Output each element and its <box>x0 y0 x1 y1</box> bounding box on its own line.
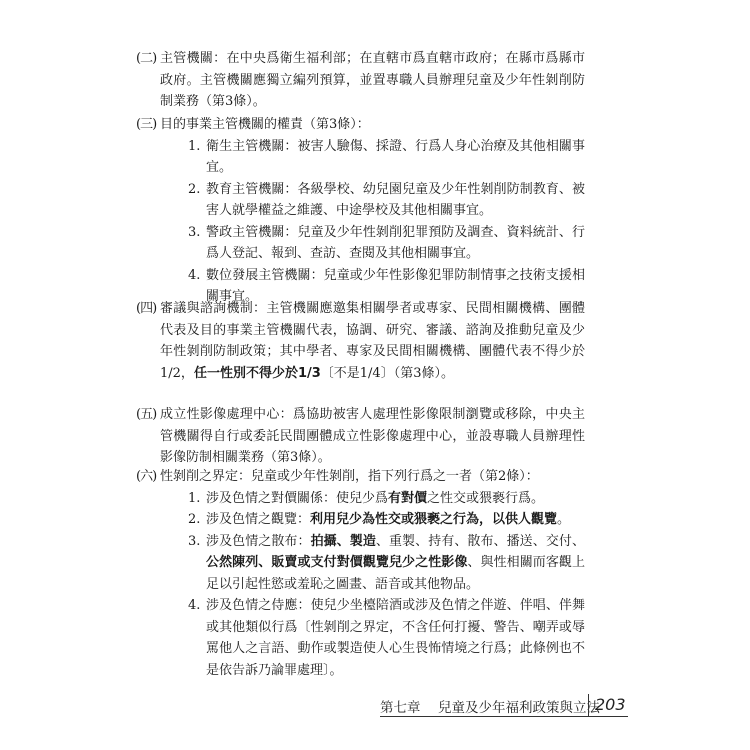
item-number: 3. <box>188 224 201 240</box>
section-text <box>160 298 585 384</box>
footer-chapter: 第七章 <box>380 700 421 716</box>
section-text-part: 〔不是1/4〕（第3條）。 <box>320 365 454 381</box>
list-item <box>160 136 585 179</box>
section-text: 主管機關：在中央爲衛生福利部；在直轄市爲直轄市政府；在縣市爲縣市政府。主管機關應獨立編列預算，並置專職人員辦理兒童及少年性剝削防制業務（第3條）。 <box>160 51 585 109</box>
item-text <box>206 509 585 531</box>
list-item <box>160 488 585 510</box>
item-number: 2. <box>188 512 201 527</box>
list-item <box>160 222 585 265</box>
item-text-part: 、與性相關而客觀上足以引起性慾或羞恥之圖畫、語音或其他物品。 <box>206 555 585 592</box>
section-text-part: 審議與諮詢機制：主管機關應邀集相關學者或專家、民間相關機構、團體代表及目的事業主管機關代表，協調、研究、審議、諮詢及推動兒童及少年性剝削防制政策；其中學者、專家及民間相關機構、團體代表不得少於1/2， <box>160 301 585 381</box>
item-number: 4. <box>188 598 201 613</box>
section-text: 成立性影像處理中心：爲協助被害人處理性影像限制瀏覽或移除，中央主管機關得自行或委託民間團體成立性影像處理中心，並設專職人員辦理性影像防制相關業務（第3條）。 <box>160 407 585 465</box>
section-2 <box>136 48 585 113</box>
item-number: 1. <box>188 490 201 506</box>
item-text-part: 涉及色情之觀覽： <box>206 512 311 527</box>
section-marker: (六) <box>136 469 157 484</box>
item-text: 衛生主管機關：被害人驗傷、採證、行爲人身心治療及其他相關事宜。 <box>206 138 585 175</box>
emphasis-text: 利用兒少為性交或猥褻之行為，以供人觀覽 <box>310 512 558 527</box>
item-text: 教育主管機關：各級學校、幼兒園兒童及少年性剝削防制教育、被害人就學權益之維護、中途學校及其他相關事宜。 <box>206 181 585 218</box>
list-item <box>160 595 585 681</box>
section-6 <box>136 466 585 681</box>
item-text <box>206 488 585 510</box>
item-text-part: 涉及色情之散布： <box>206 533 311 549</box>
item-text-part: 。 <box>557 512 571 527</box>
item-text-part: 、重製、持有、散布、播送、交付、 <box>375 533 585 549</box>
item-text: 數位發展主管機關：兒童或少年性影像犯罪防制情事之技術支援相關事宜。 <box>206 267 585 304</box>
item-number: 3. <box>188 533 201 549</box>
section-5 <box>136 404 585 469</box>
emphasis-text: 有對價 <box>388 490 428 506</box>
footer-title: 兒童及少年福利政策與立法 <box>438 700 600 716</box>
item-number: 2. <box>188 181 201 197</box>
list-item <box>160 509 585 531</box>
emphasis-separator: 、 <box>336 533 350 549</box>
section-text: 目的事業主管機關的權責（第3條）： <box>160 117 370 132</box>
section-4 <box>136 298 585 384</box>
footer-rule <box>380 716 628 717</box>
section-marker: (五) <box>136 407 157 422</box>
section-marker: (四) <box>136 301 157 316</box>
item-text-part: 涉及色情之對價關係：使兒少爲 <box>206 490 389 506</box>
item-text-part: 之性交或猥褻行爲。 <box>427 490 545 506</box>
emphasis-text: 任一性別不得少於1/3 <box>193 365 321 381</box>
section-3 <box>136 114 585 308</box>
item-number: 4. <box>188 267 201 283</box>
emphasis-text: 拍攝 <box>310 533 337 549</box>
emphasis-text: 公然陳列、販賣或支付對價觀覽兒少之性影像 <box>206 555 468 570</box>
page-number: 203 <box>588 694 635 716</box>
item-text: 涉及色情之侍應：使兒少坐檯陪酒或涉及色情之伴遊、伴唱、伴舞或其他類似行爲〔性剝削之界定，不含任何打擾、警告、嘲弄或辱罵他人之言語、動作或製造使人心生畏怖情境之行爲；此條例也不是依告訴乃論罪處理〕。 <box>206 598 585 678</box>
section-marker: (二) <box>136 51 157 66</box>
list-item <box>160 179 585 222</box>
section-text: 性剝削之界定：兒童或少年性剝削，指下列行爲之一者（第2條）： <box>160 469 539 484</box>
page-footer <box>380 694 626 718</box>
emphasis-text: 製造 <box>349 533 376 549</box>
item-number: 1. <box>188 138 201 154</box>
section-marker: (三) <box>136 117 157 132</box>
item-text: 警政主管機關：兒童及少年性剝削犯罪預防及調查、資料統計、行爲人登記、報到、查訪、查閱及其他相關事宜。 <box>206 224 585 261</box>
item-text <box>206 531 585 596</box>
list-item <box>160 531 585 596</box>
